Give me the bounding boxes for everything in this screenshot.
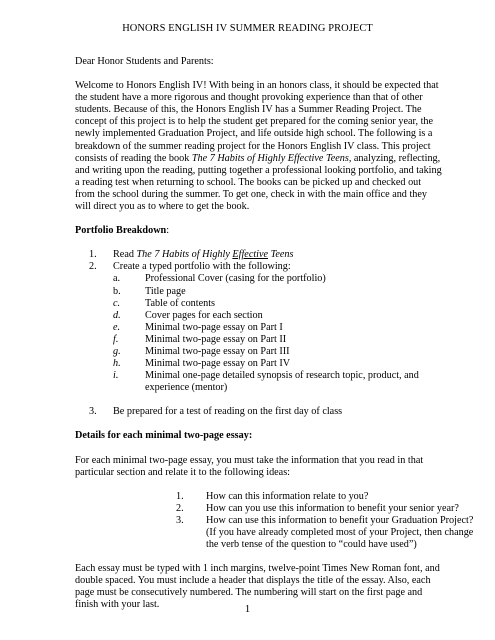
intro-line: Welcome to Honors English IV! With being in an honors class, it should be expected that [75, 80, 439, 92]
closing-line: page must be consecutively numbered. The numbering will start on the first page and [75, 587, 423, 599]
intro-line: and writing upon the reading, putting together a professional looking portfolio, and taking [75, 164, 442, 176]
question-continuation: the verb tense of the question to “could have used”) [206, 539, 417, 551]
salutation: Dear Honor Students and Parents: [75, 56, 214, 67]
closing-line: double spaced. You must include a header that displays the title of the essay. Also, each [75, 575, 431, 587]
intro-line: students. Because of this, the Honors English IV has a Summer Reading Project. The [75, 104, 422, 116]
portfolio-item-3: 3. Be prepared for a test of reading on the first day of class [89, 406, 343, 418]
intro-line: the student have a more rigorous and thought provoking experience than that of other [75, 92, 423, 104]
intro-line: from the school during the summer. To get one, check in with the main office and they [75, 188, 427, 200]
document-body [75, 56, 474, 612]
portfolio-subitem: f. Minimal two-page essay on Part II [113, 333, 287, 345]
intro-line: newly implemented Graduation Project, and life outside high school. The following is a [75, 128, 433, 140]
book-title: The 7 Habits of Highly Effective Teens [191, 152, 349, 164]
book-title: The 7 Habits of Highly Effective Teens [136, 249, 294, 261]
portfolio-item-1: 1. Read The 7 Habits of Highly Effective Teens [89, 249, 294, 261]
portfolio-subitem: b. Title page [113, 285, 186, 297]
closing-line: Each essay must be typed with 1 inch margins, twelve-point Times New Roman font, and [75, 563, 440, 575]
question-item: 1. How can this information relate to you? [176, 490, 369, 502]
intro-line: breakdown of the summer reading project for the Honors English IV class. This project [75, 140, 431, 152]
portfolio-subitem-continuation: experience (mentor) [145, 382, 228, 394]
details-heading: Details for each minimal two-page essay: [75, 430, 253, 442]
portfolio-subitem: g. Minimal two-page essay on Part III [113, 345, 290, 357]
portfolio-heading: Portfolio Breakdown [75, 225, 167, 237]
portfolio-subitem: i. Minimal one-page detailed synopsis of research topic, product, and [113, 370, 419, 382]
intro-line: will direct you as to where to get the book. [75, 201, 250, 213]
portfolio-subitem: c. Table of contents [113, 297, 216, 309]
page-header: HONORS ENGLISH IV SUMMER READING PROJECT [122, 23, 373, 34]
portfolio-subitem: h. Minimal two-page essay on Part IV [113, 358, 291, 370]
closing-line: finish with your last. [75, 599, 160, 611]
details-line: For each minimal two-page essay, you must take the information that you read in that [75, 454, 424, 466]
intro-paragraph [75, 80, 450, 213]
question-item: 3. How can use this information to benefit your Graduation Project? [176, 514, 474, 526]
page-number: 1 [244, 603, 251, 615]
question-continuation: (If you have already completed most of your Project, then change [206, 527, 474, 538]
portfolio-heading-line: Portfolio Breakdown: [75, 225, 170, 237]
intro-line: a reading test when returning to school. The books can be picked up and checked out [75, 176, 422, 188]
portfolio-subitem: a. Professional Cover (casing for the portfolio) [113, 273, 326, 285]
portfolio-subitem: d. Cover pages for each section [113, 309, 263, 321]
intro-line: concept of this project is to help the student get prepared for the coming senior year, the [75, 116, 434, 128]
intro-line-book: consists of reading the book The 7 Habits of Highly Effective Teens, analyzing, reflecting, [75, 152, 441, 164]
portfolio-item-2: 2. Create a typed portfolio with the following: [89, 261, 291, 273]
portfolio-subitem: e. Minimal two-page essay on Part I [113, 321, 283, 333]
details-line: particular section and relate it to the following ideas: [75, 466, 290, 478]
question-item: 2. How can you use this information to benefit your senior year? [176, 502, 459, 514]
